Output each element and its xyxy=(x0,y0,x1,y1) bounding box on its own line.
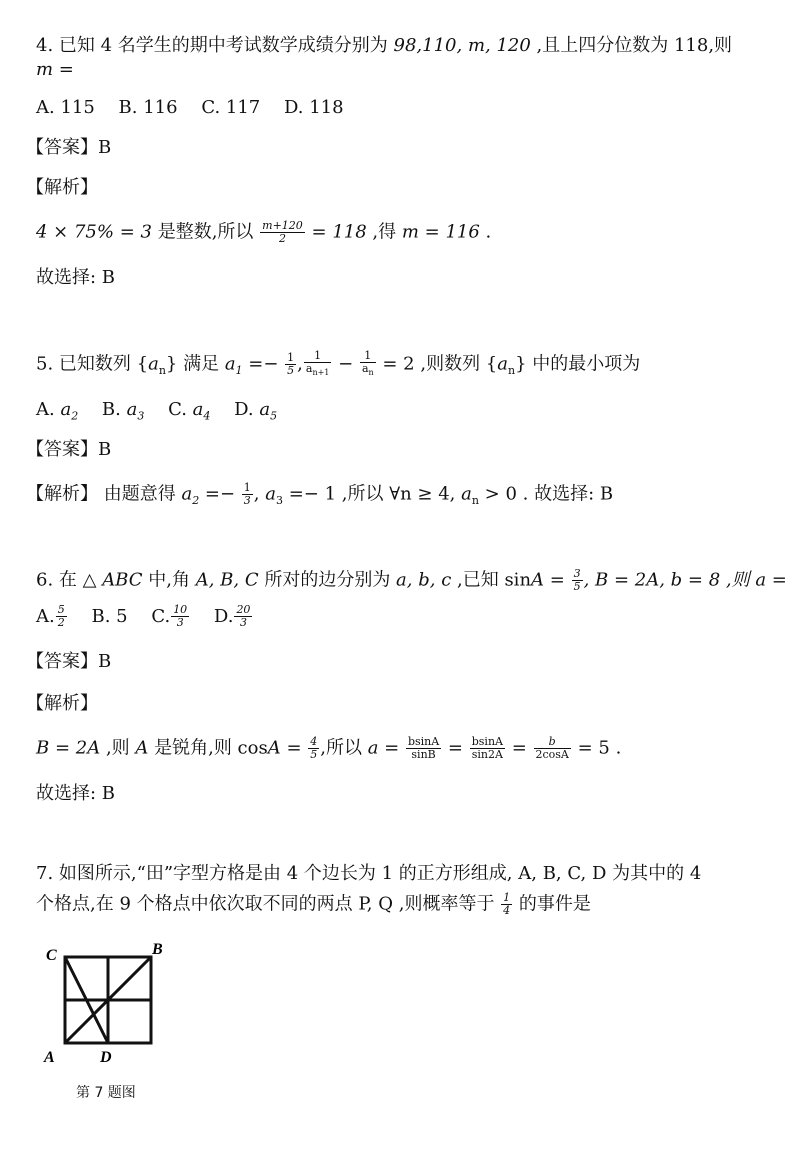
q4-option-b: B. 116 xyxy=(118,97,178,118)
figure-caption: 第 7 题图 xyxy=(76,1085,136,1101)
q6-answer: 【答案】B xyxy=(26,651,112,672)
q6-conclusion: 故选择: B xyxy=(36,783,116,804)
q4-option-c: C. 117 xyxy=(201,97,261,118)
q6-options xyxy=(36,604,271,629)
q5-option-b: B. $a_3$ xyxy=(101,399,145,423)
q5-answer: 【答案】B xyxy=(26,439,112,460)
q6-analysis-label: 【解析】 xyxy=(26,693,98,714)
q6-option-d: D. $\frac{20}{3}$ xyxy=(213,603,251,629)
q6-solution: B = 2A ,则 A 是锐角,则 cosA = $\frac{4}{5}$ ,所以 a = $\frac{bsinA}{\sin B}$ = $\frac{bsinA}{\sin 2A}$ = $\frac{b}{2\cos A}$ = 5 . xyxy=(36,735,622,761)
q6-option-c: C. $\frac{10}{3}$ xyxy=(151,603,188,629)
q5-options xyxy=(36,398,295,429)
q4-solution: 4 × 75% = 3 是整数,所以 $\frac{m+120}{2}$ = 118 ,得 m = 116 . xyxy=(36,219,492,245)
q4-conclusion: 故选择: B xyxy=(36,267,116,288)
label-b: B xyxy=(152,941,163,958)
label-c: C xyxy=(46,947,57,964)
q4-stem-line2: m = xyxy=(36,59,74,80)
q7-stem-line2: 个格点,在 9 个格点中依次取不同的两点 P, Q ,则概率等于 $\frac{1}{4}$ 的事件是 xyxy=(36,891,591,917)
q4-analysis-label: 【解析】 xyxy=(26,177,98,198)
q7-grid-figure xyxy=(40,940,170,1070)
q6-stem: 6. 在 △ ABC 中,角 A, B, C 所对的边分别为 a, b, c ,已知 sinA = $\frac{3}{5}$ , B = 2A, b = 8 ,则 a = xyxy=(36,567,787,593)
q6-option-b: B. 5 xyxy=(91,605,128,627)
q4-fraction: $\frac{m+120}{2}$ xyxy=(262,219,303,245)
label-a: A xyxy=(44,1049,55,1066)
q4-option-d: D. 118 xyxy=(283,97,344,118)
q5-option-a: A. $a_2$ xyxy=(36,399,79,423)
q5-analysis: 【解析】 由题意得 $a_2$ =− $\frac{1}{3}$ , $a_3 =- 1$ ,所以 ∀n ≥ 4, $a_n > 0$ . 故选择: B xyxy=(26,481,614,508)
q6-option-a: A. $\frac{5}{2}$ xyxy=(36,603,65,629)
label-d: D xyxy=(100,1049,112,1066)
q7-stem-line1: 7. 如图所示,“田”字型方格是由 4 个边长为 1 的正方形组成, A, B, C, D 为其中的 4 xyxy=(36,863,702,884)
q5-option-c: C. $a_4$ xyxy=(168,399,211,423)
q4-option-a: A. 115 xyxy=(36,97,95,118)
q4-answer: 【答案】B xyxy=(26,137,112,158)
q4-stem-line1: 4. 已知 4 名学生的期中考试数学成绩分别为 98,110, m, 120 ,且上四分位数为 118,则 xyxy=(36,35,733,56)
q5-option-d: D. $a_5$ xyxy=(234,399,278,423)
q5-stem: 5. 已知数列 $\{a_n\}$ 满足 $a_1$ =− $\frac{1}{5}$ , $\frac{1}{a_{n+1}}$ − $\frac{1}{a_n}$ = 2 ,则数列 $\{a_n\}$ 中的最小项为 xyxy=(36,349,641,378)
q4-options xyxy=(36,96,362,120)
